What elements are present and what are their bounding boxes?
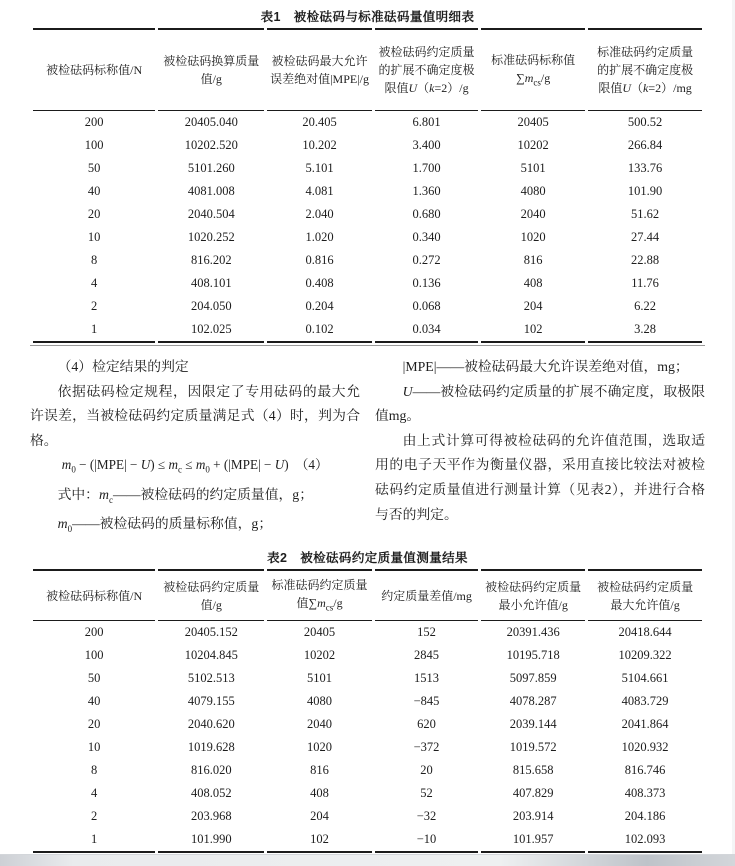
table-row (33, 111, 702, 134)
table-cell: 22.88 (631, 253, 660, 267)
table-row (33, 644, 702, 667)
table-cell: 1020.252 (187, 230, 235, 244)
table-row (33, 134, 702, 157)
symbol-definition: U——被检砝码约定质量的扩展不确定度，取极限值mg。 (375, 383, 705, 424)
table-cell: 101.990 (158, 828, 264, 853)
table-row (33, 318, 702, 343)
table-cell: 2041.864 (621, 717, 669, 732)
table-cell: 0.102 (267, 318, 372, 343)
table-cell: 5102.513 (187, 671, 235, 686)
table-cell: 27.44 (631, 230, 660, 244)
column-header: 被检砝码约定质量 最大允许值/g (588, 569, 702, 621)
table-cell: 102.093 (588, 828, 702, 853)
column-header: 被检砝码换算质量 值/g (158, 28, 264, 111)
table2-body (33, 621, 702, 853)
table-cell: 20405 (303, 625, 336, 640)
table-cell: 152 (417, 625, 436, 640)
column-header: 被检砝码约定质量 最小允许值/g (481, 569, 585, 621)
table-cell: 816 (310, 763, 329, 778)
table-cell: 6.801 (412, 115, 441, 129)
table-cell: 2 (91, 809, 98, 824)
table-cell: 0.408 (305, 276, 334, 290)
column-header: 标准砝码标称值 $\sum m_{cs}/g$ (481, 28, 585, 111)
formula-4: $m_0 - (|MPE| - U) \le m_c \le m_0 + (|MPE| - U)$ （4） (61, 457, 329, 476)
table-cell: 408.373 (624, 786, 666, 801)
table-cell: 8 (91, 763, 98, 778)
table-cell: 4079.155 (187, 694, 235, 709)
column-header: 被检砝码标称值/N (33, 569, 155, 621)
table-cell: 204.050 (190, 299, 232, 313)
table-row (33, 157, 702, 180)
table-cell: 101.957 (481, 828, 585, 853)
table-cell: 200 (84, 625, 104, 640)
symbol-definition: $m_0——$被检砝码的质量标称值，g； (57, 515, 273, 534)
table-cell: 2 (91, 299, 98, 313)
column-header: 被检砝码约定质量 值/g (158, 569, 264, 621)
table-cell: 4080 (307, 694, 333, 709)
table2-title: 表2 被检砝码约定质量值测量结果 (267, 551, 468, 566)
table1-bottom-rule (30, 345, 705, 346)
table-cell: 20418.644 (618, 625, 672, 640)
table-cell: 1.020 (305, 230, 334, 244)
table2 (30, 569, 705, 853)
table-cell: 0.204 (305, 299, 334, 313)
table-cell: 20 (87, 717, 101, 732)
table-row (33, 249, 702, 272)
table-cell: −10 (375, 828, 478, 853)
table-cell: 0.816 (305, 253, 334, 267)
table-cell: 1.700 (412, 161, 441, 175)
table-row (33, 782, 702, 805)
table-cell: 11.76 (631, 276, 659, 290)
table-cell: 40 (87, 694, 101, 709)
table2-header-row (33, 569, 702, 621)
table-cell: 51.62 (631, 207, 660, 221)
table-cell: 102 (267, 828, 372, 853)
table-cell: −372 (413, 740, 440, 755)
table-cell: 2040 (307, 717, 333, 732)
table-cell: 4.081 (305, 184, 334, 198)
table-row (33, 203, 702, 226)
table-cell: 1019.572 (509, 740, 557, 755)
table-cell: 1020 (307, 740, 333, 755)
table-cell: 204.186 (624, 809, 666, 824)
table-cell: 200 (84, 115, 104, 129)
table-cell: 20405.152 (184, 625, 238, 640)
table-cell: 101.90 (627, 184, 663, 198)
table-cell: 20391.436 (506, 625, 560, 640)
table-cell: 408.052 (190, 786, 232, 801)
table-cell: 1.360 (412, 184, 441, 198)
table-cell: 4 (91, 276, 98, 290)
table-cell: 1020 (520, 230, 546, 244)
table-cell: 1020.932 (621, 740, 669, 755)
table-cell: −845 (413, 694, 440, 709)
table-cell: 1019.628 (187, 740, 235, 755)
table-cell: 100 (84, 138, 104, 152)
table-cell: 816.020 (190, 763, 232, 778)
table-cell: 408.101 (190, 276, 232, 290)
table-cell: 408 (310, 786, 329, 801)
symbol-definition: 式中：$m_c——$被检砝码的约定质量值，g； (57, 486, 314, 505)
table-cell: 1513 (414, 671, 440, 686)
table-cell: 2039.144 (509, 717, 557, 732)
table-row (33, 713, 702, 736)
table-cell: 0.068 (412, 299, 441, 313)
table-cell: 10.202 (302, 138, 337, 152)
table2-header (33, 569, 702, 621)
table-row (33, 828, 702, 853)
table-cell: 816 (523, 253, 543, 267)
table-cell: 4081.008 (187, 184, 235, 198)
table-cell: 10209.322 (618, 648, 672, 663)
table-cell: −32 (416, 809, 437, 824)
table-cell: 620 (417, 717, 436, 732)
table-cell: 5097.859 (509, 671, 557, 686)
column-header: 被检砝码最大允许 误差绝对值|MPE|/g (267, 28, 372, 111)
table-cell: 102.025 (158, 318, 264, 343)
table-cell: 10195.718 (506, 648, 560, 663)
table-cell: 5101 (520, 161, 546, 175)
table1-header (33, 28, 702, 111)
table-cell: 0.340 (412, 230, 441, 244)
table-cell: 50 (87, 671, 101, 686)
table-row (33, 805, 702, 828)
table-cell: 815.658 (512, 763, 554, 778)
table-cell: 2845 (414, 648, 440, 663)
table-cell: 100 (84, 648, 104, 663)
table-cell: 203.914 (512, 809, 554, 824)
table-cell: 4078.287 (509, 694, 557, 709)
table-row (33, 272, 702, 295)
table-cell: 133.76 (627, 161, 663, 175)
table-cell: 2040 (520, 207, 546, 221)
table-cell: 40 (87, 184, 101, 198)
table-row (33, 621, 702, 644)
table-cell: 3.400 (412, 138, 441, 152)
scan-bottom-edge (0, 854, 735, 866)
column-header: 被检砝码约定质量 的扩展不确定度极 限值U（k=2）/g (375, 28, 478, 111)
table-cell: 20405.040 (184, 115, 238, 129)
table-cell: 2040.620 (187, 717, 235, 732)
column-header: 标准砝码约定质量 的扩展不确定度极 限值U（k=2）/mg (588, 28, 702, 111)
symbol-definition: |MPE|——被检砝码最大允许误差绝对值，mg； (402, 359, 689, 374)
table-cell: 5101.260 (187, 161, 235, 175)
table-cell: 52 (420, 786, 433, 801)
table-cell: 0.272 (412, 253, 441, 267)
table-cell: 10204.845 (184, 648, 238, 663)
table-cell: 266.84 (627, 138, 663, 152)
table-cell: 500.52 (627, 115, 663, 129)
paragraph: 由上式计算可得被检砝码的允许值范围，选取适用的电子天平作为衡量仪器，采用直接比较法对被检砝码约定质量值进行测量计算（见表2），并进行合格与否的判定。 (375, 432, 705, 522)
table-cell: 0.136 (412, 276, 441, 290)
table-cell: 20.405 (302, 115, 337, 129)
table1 (30, 28, 705, 343)
table-cell: 5101 (307, 671, 333, 686)
table-cell: 816.202 (190, 253, 232, 267)
table1-header-row (33, 28, 702, 111)
column-header: 被检砝码标称值/N (33, 28, 155, 111)
table-cell: 102 (481, 318, 585, 343)
table-cell: 10202 (517, 138, 549, 152)
table-cell: 8 (91, 253, 98, 267)
table-cell: 203.968 (190, 809, 232, 824)
table-cell: 10 (87, 230, 101, 244)
table-cell: 407.829 (512, 786, 554, 801)
table-cell: 1 (33, 828, 155, 853)
table-cell: 5104.661 (621, 671, 669, 686)
paragraph: 依据砝码检定规程，因限定了专用砝码的最大允许误差，当被检砝码约定质量满足式（4）时，判为合格。 (30, 383, 360, 448)
table-row (33, 295, 702, 318)
table-cell: 204 (310, 809, 329, 824)
table1-body (33, 111, 702, 343)
column-header: 标准砝码约定质量 值$\sum m_{cs}/g$ (267, 569, 372, 621)
table-cell: 408 (523, 276, 543, 290)
column-header: 约定质量差值/mg (375, 569, 478, 621)
table-cell: 0.034 (375, 318, 478, 343)
table-row (33, 759, 702, 782)
table-cell: 20405 (517, 115, 549, 129)
table-cell: 6.22 (634, 299, 657, 313)
table-cell: 5.101 (305, 161, 334, 175)
table-row (33, 736, 702, 759)
table-cell: 10202 (303, 648, 336, 663)
table-cell: 4083.729 (621, 694, 669, 709)
body-text (30, 355, 705, 541)
table-cell: 50 (87, 161, 101, 175)
table-cell: 20 (87, 207, 101, 221)
table-cell: 20 (420, 763, 433, 778)
right-column (375, 355, 705, 541)
section-heading: （4）检定结果的判定 (57, 359, 189, 374)
table-cell: 10202.520 (184, 138, 238, 152)
left-column (30, 355, 360, 541)
table-cell: 2040.504 (187, 207, 235, 221)
table-row (33, 180, 702, 203)
table-row (33, 667, 702, 690)
table-cell: 3.28 (588, 318, 702, 343)
table-cell: 4 (91, 786, 98, 801)
table-cell: 816.746 (624, 763, 666, 778)
table-cell: 2.040 (305, 207, 334, 221)
table-cell: 4080 (520, 184, 546, 198)
table-cell: 0.680 (412, 207, 441, 221)
table-cell: 10 (87, 740, 101, 755)
table-cell: 1 (33, 318, 155, 343)
table-cell: 204 (523, 299, 543, 313)
table-row (33, 226, 702, 249)
table1-title: 表1 被检砝码与标准砝码量值明细表 (260, 10, 475, 24)
table-row (33, 690, 702, 713)
